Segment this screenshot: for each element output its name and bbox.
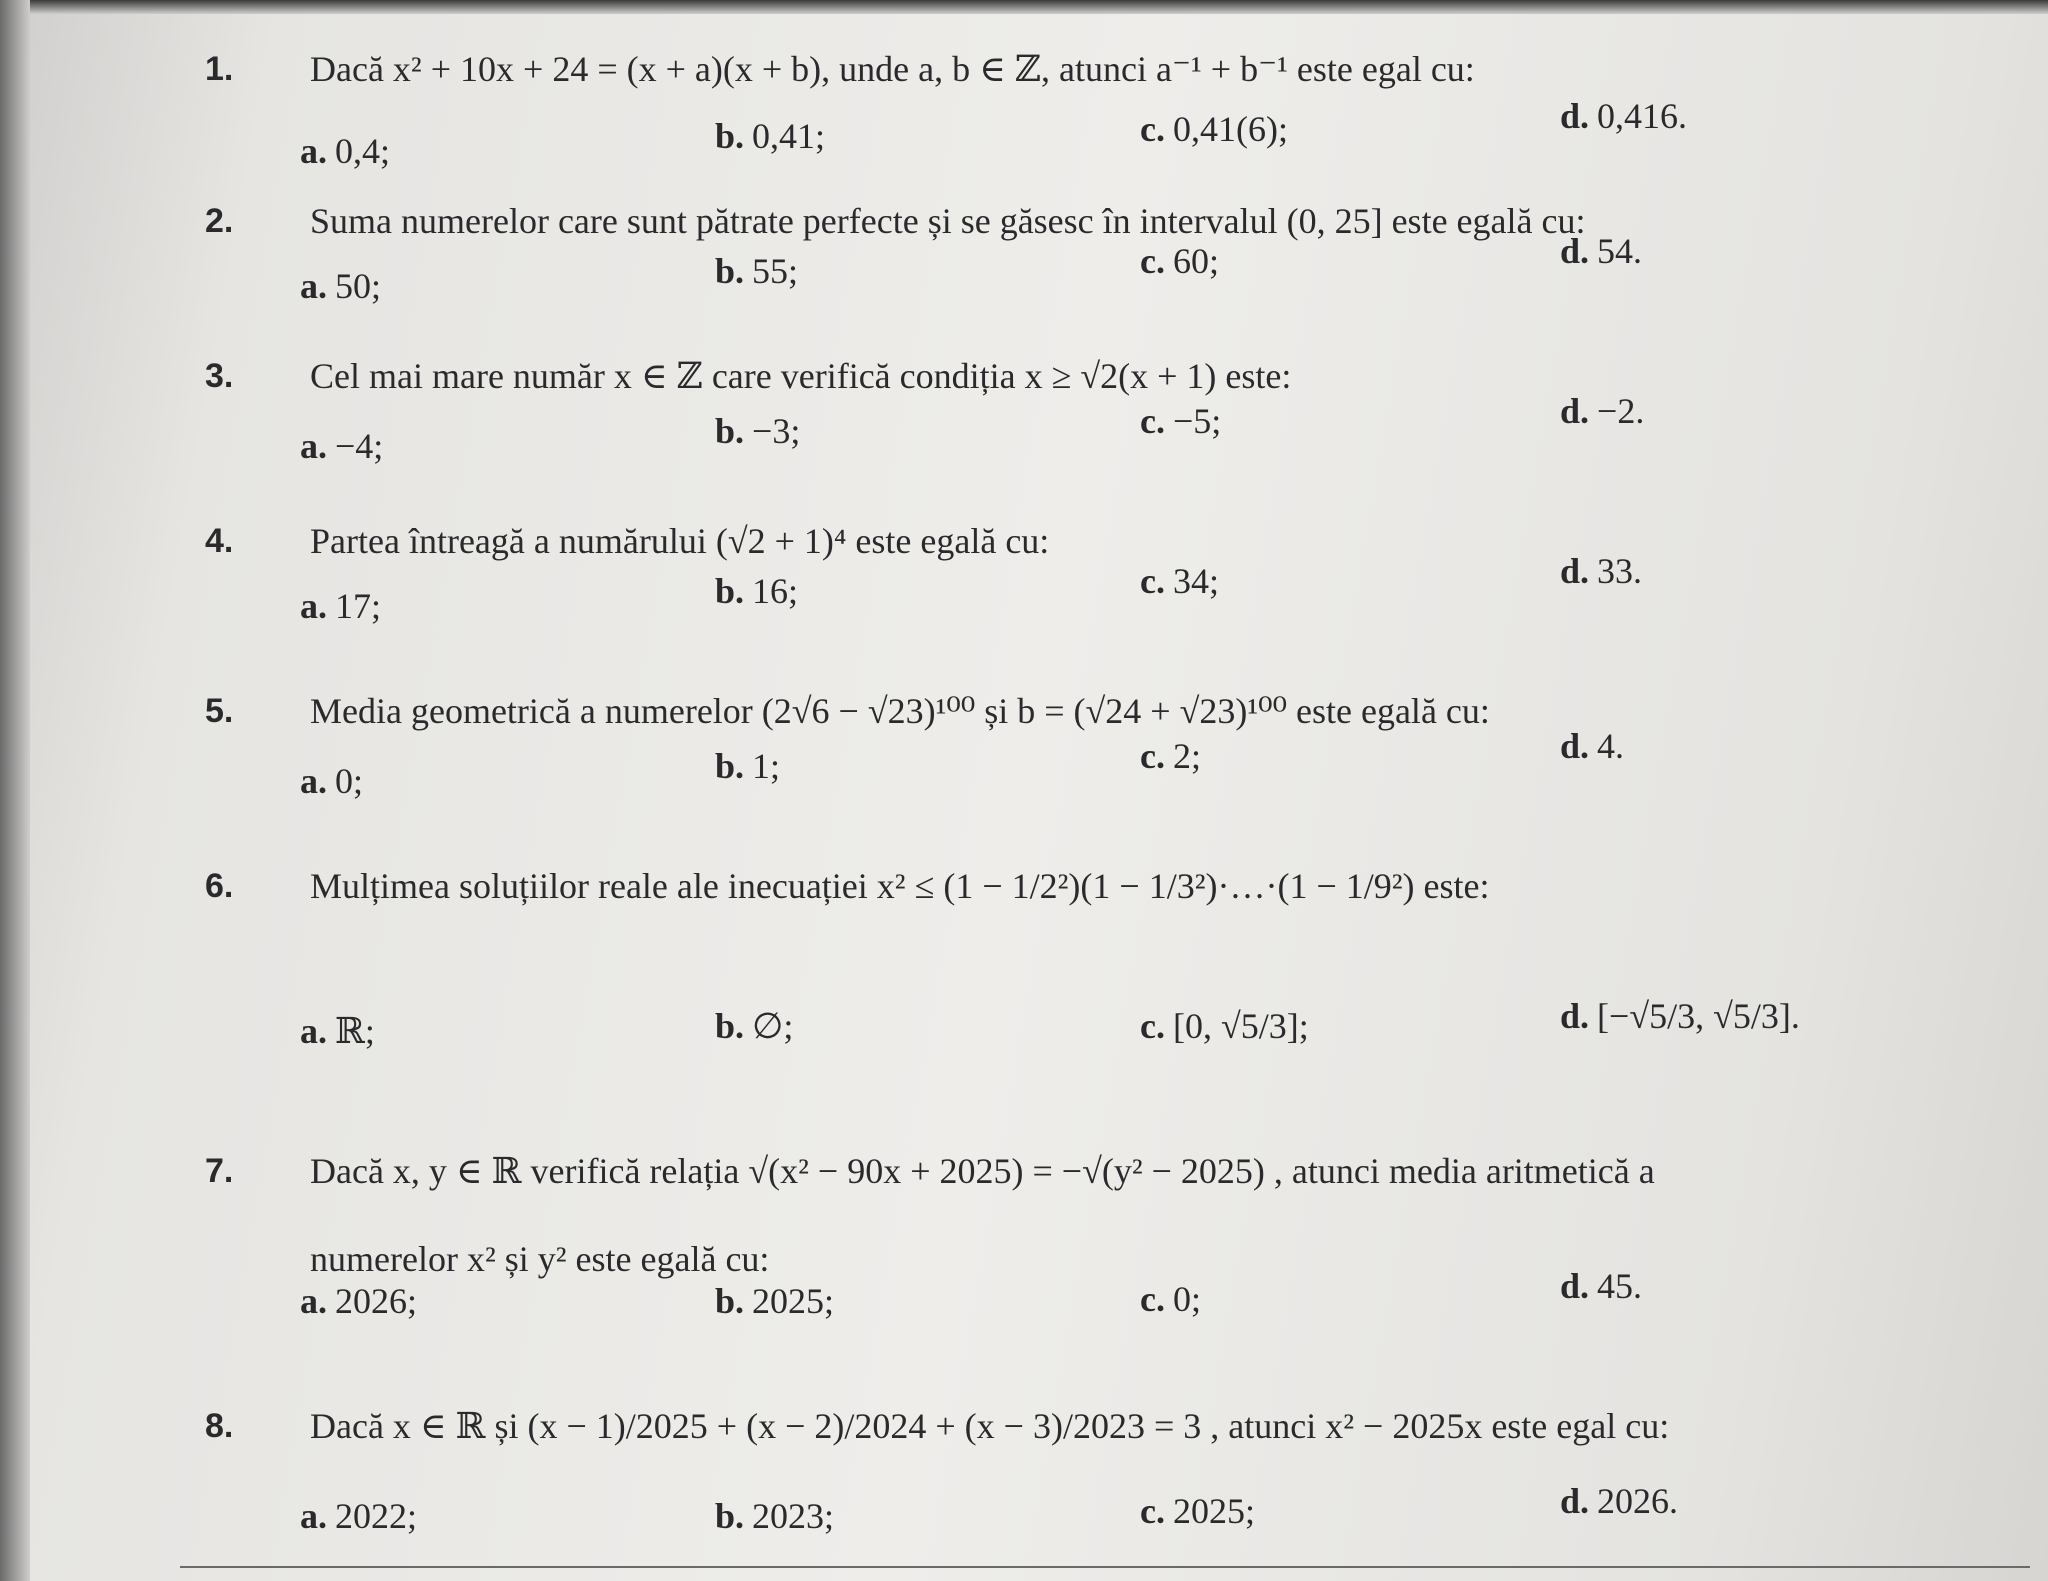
answer-option-a[interactable] [300, 1495, 417, 1537]
option-letter: d. [1560, 231, 1590, 271]
option-letter: a. [300, 1281, 327, 1321]
answer-option-b[interactable] [715, 410, 800, 452]
option-text: 17; [335, 586, 382, 626]
question-number: 7. [205, 1152, 234, 1190]
option-letter: a. [300, 426, 327, 466]
question-text: Dacă x² + 10x + 24 = (x + a)(x + b), unde a, b ∈ ℤ, atunci a⁻¹ + b⁻¹ este egal cu: [310, 49, 1475, 89]
option-letter: d. [1560, 551, 1590, 591]
option-text: −2. [1597, 391, 1645, 431]
bottom-rule [180, 1566, 2030, 1568]
option-letter: c. [1140, 561, 1165, 601]
option-text: 34; [1172, 561, 1219, 601]
option-letter: c. [1140, 1279, 1165, 1319]
question-number: 3. [205, 357, 234, 395]
answer-option-d[interactable] [1560, 1480, 1678, 1522]
answer-option-c[interactable] [1140, 735, 1201, 777]
option-text: 2022; [335, 1496, 418, 1536]
answer-option-c[interactable] [1140, 1278, 1201, 1320]
option-text: 2023; [752, 1496, 835, 1536]
option-text: −4; [335, 426, 384, 466]
option-letter: c. [1140, 1006, 1165, 1046]
answer-option-c[interactable] [1140, 108, 1288, 150]
answer-option-c[interactable] [1140, 240, 1219, 282]
question-text: Partea întreagă a numărului (√2 + 1)⁴ este egală cu: [310, 521, 1050, 561]
option-text: 60; [1172, 241, 1219, 281]
option-letter: c. [1140, 241, 1165, 281]
question-text: numerelor x² și y² este egală cu: [310, 1239, 770, 1279]
option-text: 54. [1597, 231, 1643, 271]
answer-option-a[interactable] [300, 1280, 417, 1322]
photo-edge-left [0, 0, 30, 1581]
option-letter: a. [300, 131, 327, 171]
option-letter: d. [1560, 726, 1590, 766]
option-text: −5; [1172, 401, 1222, 441]
option-letter: b. [715, 251, 745, 291]
option-text: 16; [752, 571, 799, 611]
answer-option-d[interactable] [1560, 725, 1624, 767]
question-number: 1. [205, 50, 234, 88]
option-text: 2026; [335, 1281, 418, 1321]
option-text: ∅; [752, 1006, 794, 1046]
option-text: 0,4; [335, 131, 391, 171]
option-text: 0,41; [752, 116, 826, 156]
photo-edge-top [0, 0, 2048, 14]
answer-option-b[interactable] [715, 1005, 793, 1047]
option-letter: c. [1140, 736, 1165, 776]
option-text: [−√5/3, √5/3]. [1597, 996, 1800, 1036]
answer-option-d[interactable] [1560, 390, 1644, 432]
option-letter: d. [1560, 391, 1590, 431]
option-letter: d. [1560, 1481, 1590, 1521]
question-number: 5. [205, 692, 234, 730]
option-letter: b. [715, 411, 745, 451]
question-number: 2. [205, 202, 234, 240]
option-text: 0; [1172, 1279, 1201, 1319]
option-letter: d. [1560, 996, 1590, 1036]
option-letter: a. [300, 266, 327, 306]
question-number: 4. [205, 522, 234, 560]
answer-option-d[interactable] [1560, 550, 1642, 592]
question-number: 6. [205, 867, 234, 905]
option-letter: b. [715, 116, 745, 156]
answer-option-b[interactable] [715, 570, 798, 612]
option-text: 0; [335, 761, 364, 801]
question-text: Mulțimea soluțiilor reale ale inecuației x² ≤ (1 − 1/2²)(1 − 1/3²)·…·(1 − 1/9²) este: [310, 866, 1490, 906]
option-text: 1; [752, 746, 781, 786]
option-text: 2025; [1172, 1491, 1255, 1531]
answer-option-b[interactable] [715, 1495, 834, 1537]
answer-option-b[interactable] [715, 115, 825, 157]
option-text: [0, √5/3]; [1172, 1006, 1309, 1046]
answer-option-b[interactable] [715, 745, 780, 787]
answer-option-d[interactable] [1560, 95, 1687, 137]
option-text: 55; [752, 251, 799, 291]
answer-option-c[interactable] [1140, 1005, 1309, 1047]
option-letter: d. [1560, 96, 1590, 136]
option-letter: b. [715, 1496, 745, 1536]
option-text: 0,416. [1597, 96, 1688, 136]
option-letter: a. [300, 1011, 327, 1051]
answer-option-d[interactable] [1560, 230, 1642, 272]
option-text: 33. [1597, 551, 1643, 591]
answer-option-a[interactable] [300, 130, 390, 172]
option-letter: b. [715, 1281, 745, 1321]
answer-option-b[interactable] [715, 250, 798, 292]
option-letter: a. [300, 586, 327, 626]
option-text: 0,41(6); [1172, 109, 1288, 149]
option-letter: b. [715, 1006, 745, 1046]
answer-option-c[interactable] [1140, 560, 1219, 602]
option-letter: b. [715, 746, 745, 786]
answer-option-d[interactable] [1560, 1265, 1642, 1307]
option-letter: a. [300, 761, 327, 801]
question-number: 8. [205, 1407, 234, 1445]
question-text: Cel mai mare număr x ∈ ℤ care verifică condiția x ≥ √2(x + 1) este: [310, 356, 1292, 396]
answer-option-d[interactable] [1560, 995, 1800, 1037]
option-letter: a. [300, 1496, 327, 1536]
answer-option-c[interactable] [1140, 400, 1221, 442]
option-letter: c. [1140, 109, 1165, 149]
answer-option-a[interactable] [300, 265, 381, 307]
option-letter: c. [1140, 401, 1165, 441]
option-letter: c. [1140, 1491, 1165, 1531]
option-text: 2026. [1597, 1481, 1679, 1521]
answer-option-a[interactable] [300, 1010, 375, 1052]
answer-option-a[interactable] [300, 585, 381, 627]
question-text: Dacă x ∈ ℝ și (x − 1)/2025 + (x − 2)/2024 + (x − 3)/2023 = 3 , atunci x² − 2025x este egal cu: [310, 1406, 1670, 1446]
option-letter: d. [1560, 1266, 1590, 1306]
option-text: 50; [335, 266, 382, 306]
answer-option-c[interactable] [1140, 1490, 1255, 1532]
answer-option-b[interactable] [715, 1280, 834, 1322]
answer-option-a[interactable] [300, 760, 363, 802]
option-text: 45. [1597, 1266, 1643, 1306]
question-text: Suma numerelor care sunt pătrate perfecte și se găsesc în intervalul (0, 25] este egală cu: [310, 201, 1586, 241]
option-text: −3; [752, 411, 801, 451]
option-text: 4. [1597, 726, 1625, 766]
question-text: Dacă x, y ∈ ℝ verifică relația √(x² − 90x + 2025) = −√(y² − 2025) , atunci media aritmetică a [310, 1151, 1655, 1191]
option-letter: b. [715, 571, 745, 611]
question-text: Media geometrică a numerelor (2√6 − √23)¹⁰⁰ și b = (√24 + √23)¹⁰⁰ este egală cu: [310, 691, 1490, 731]
answer-option-a[interactable] [300, 425, 383, 467]
option-text: ℝ; [335, 1011, 375, 1051]
option-text: 2025; [752, 1281, 835, 1321]
option-text: 2; [1172, 736, 1201, 776]
